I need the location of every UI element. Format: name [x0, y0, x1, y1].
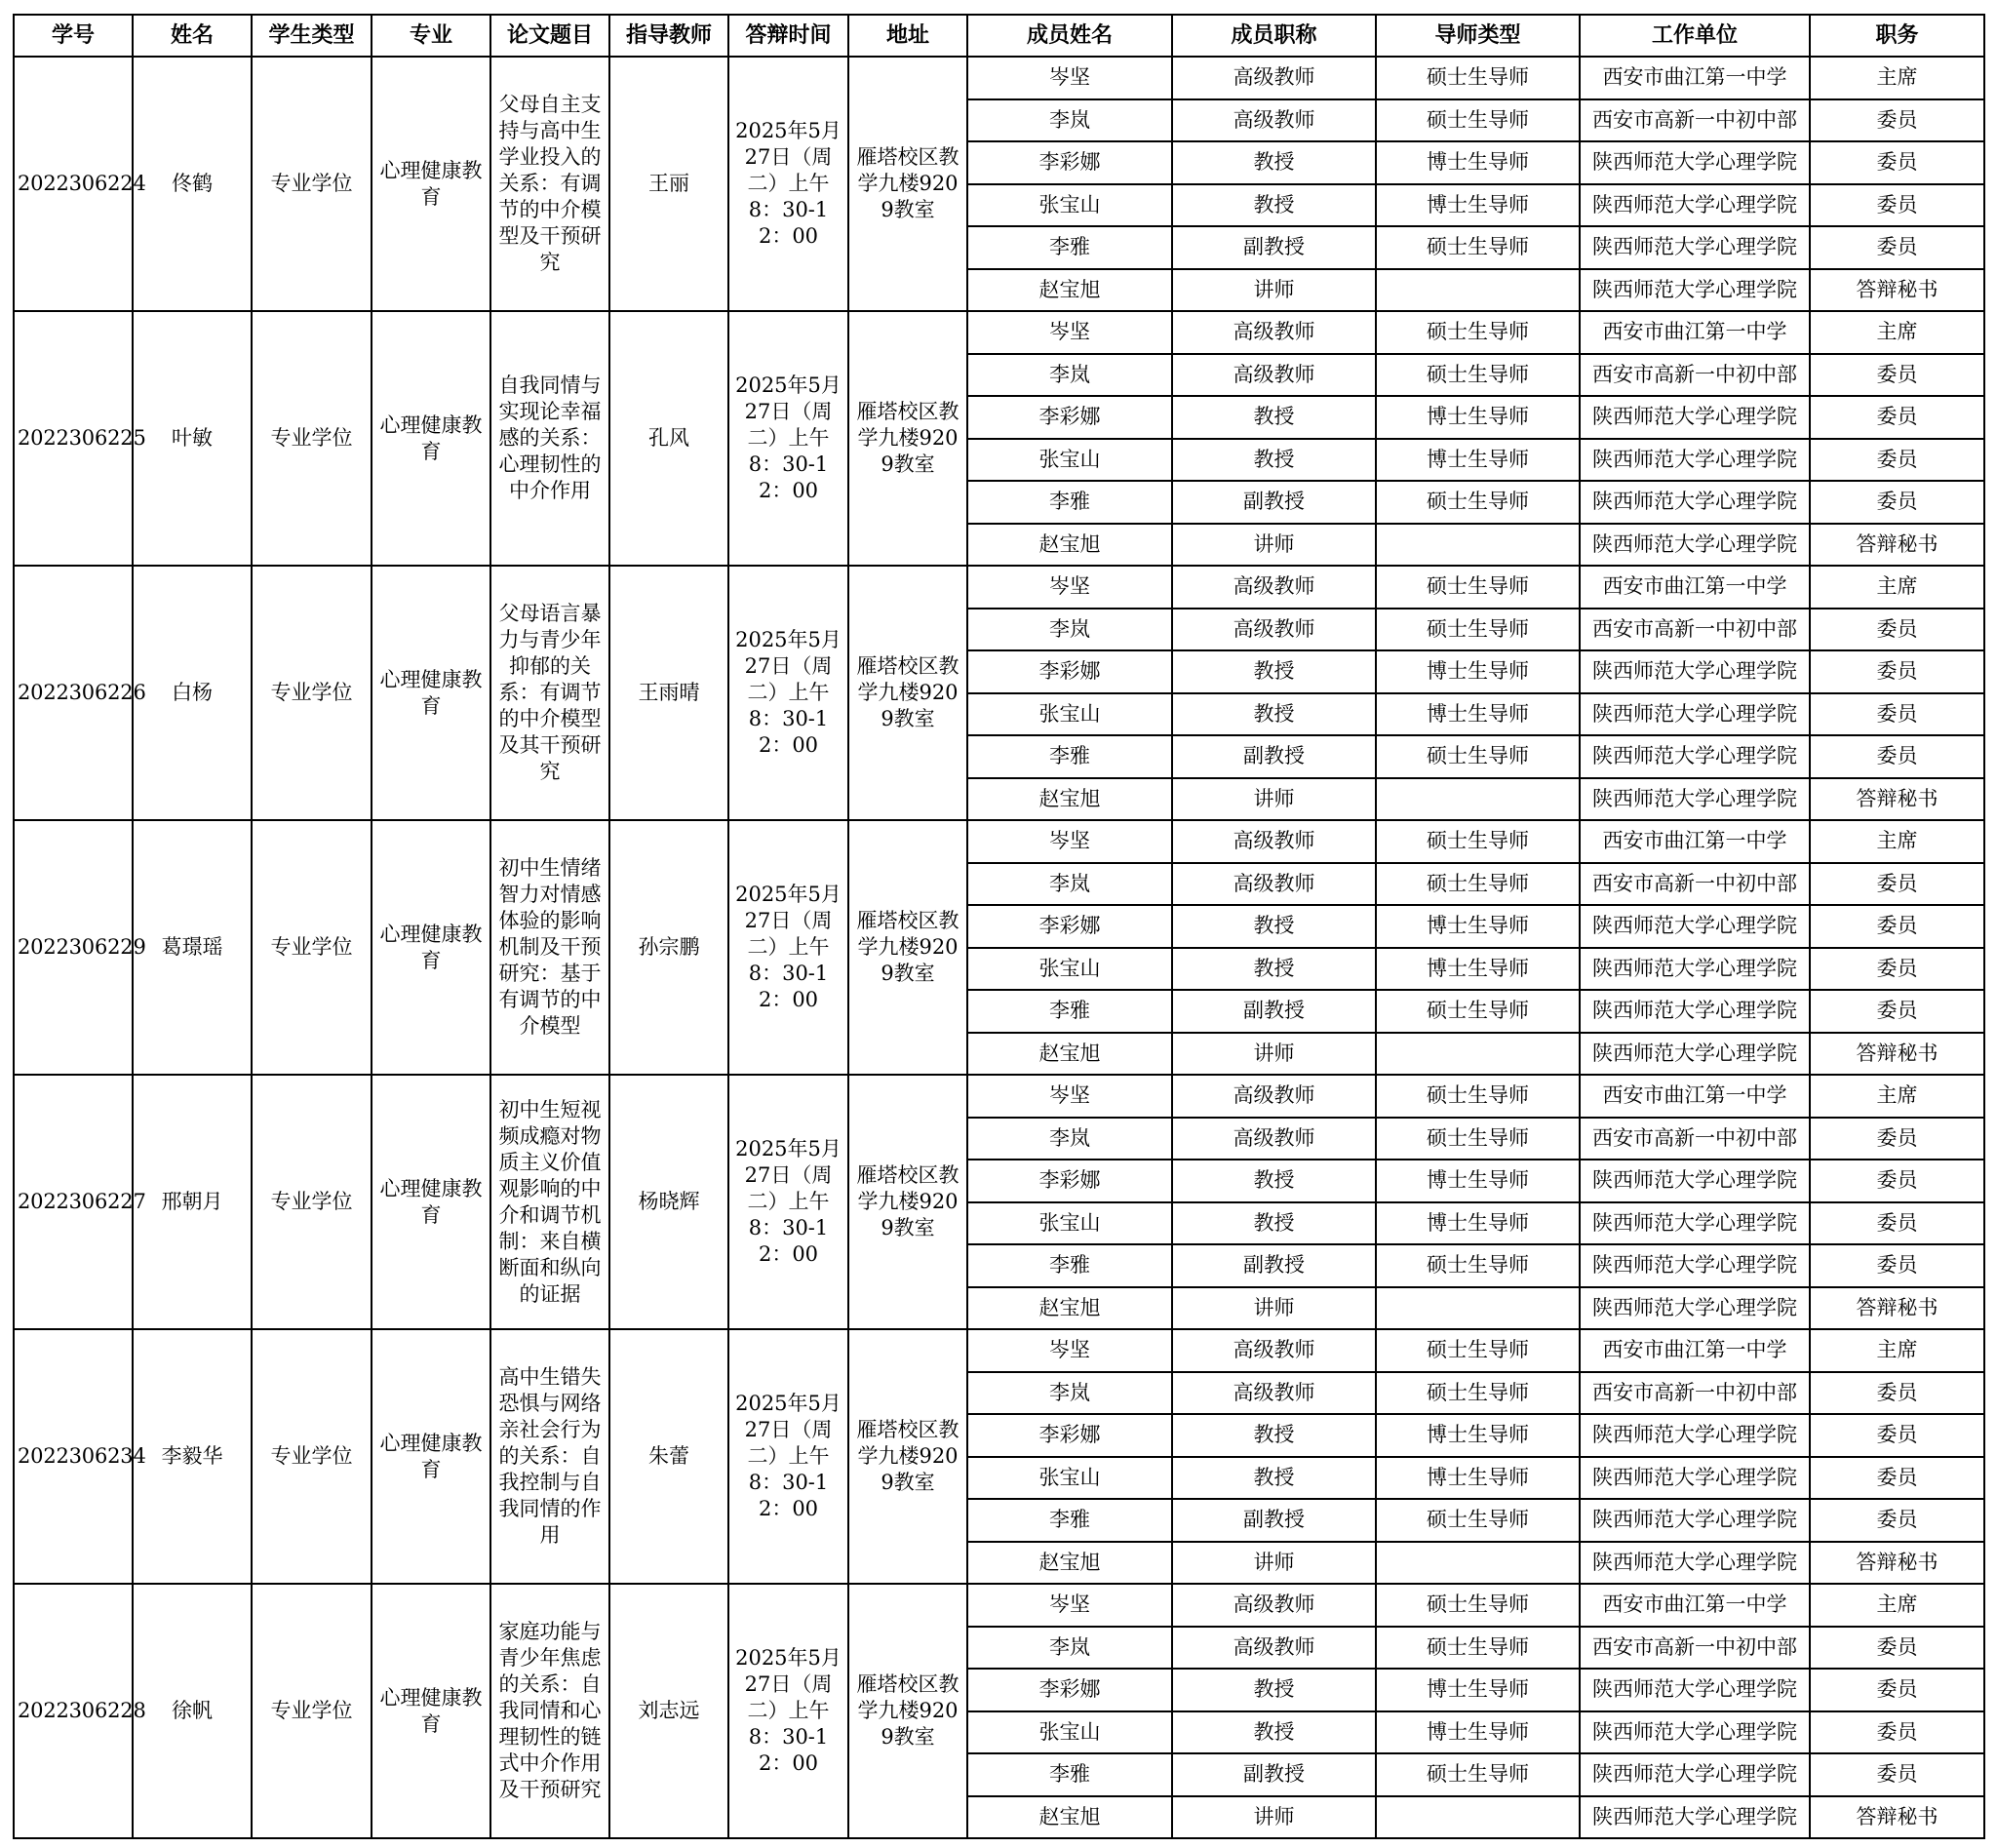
work-unit-cell: 西安市高新一中初中部 — [1580, 99, 1810, 142]
work-unit-cell: 陕西师范大学心理学院 — [1580, 226, 1810, 269]
member-name-cell: 李彩娜 — [967, 905, 1172, 948]
mentor-type-cell: 硕士生导师 — [1376, 354, 1580, 397]
student-id-cell: 2022306224 — [14, 57, 133, 311]
member-name-cell: 岑坚 — [967, 1584, 1172, 1627]
header-mentor-type: 导师类型 — [1376, 15, 1580, 57]
member-name-cell: 李彩娜 — [967, 1669, 1172, 1711]
mentor-type-cell: 硕士生导师 — [1376, 1627, 1580, 1670]
member-title-cell: 教授 — [1172, 650, 1376, 693]
header-row — [14, 15, 1984, 57]
student-name-cell: 徐帆 — [133, 1584, 252, 1838]
mentor-type-cell: 硕士生导师 — [1376, 481, 1580, 524]
work-unit-cell: 陕西师范大学心理学院 — [1580, 990, 1810, 1033]
student-id-cell: 2022306225 — [14, 311, 133, 566]
mentor-type-cell — [1376, 1796, 1580, 1839]
member-title-cell: 高级教师 — [1172, 863, 1376, 906]
member-title-cell: 高级教师 — [1172, 1075, 1376, 1118]
member-name-cell: 李岚 — [967, 1372, 1172, 1415]
work-unit-cell: 陕西师范大学心理学院 — [1580, 1244, 1810, 1287]
work-unit-cell: 陕西师范大学心理学院 — [1580, 1542, 1810, 1585]
mentor-type-cell: 博士生导师 — [1376, 396, 1580, 439]
role-cell: 委员 — [1810, 1244, 1984, 1287]
work-unit-cell: 陕西师范大学心理学院 — [1580, 1669, 1810, 1711]
work-unit-cell: 西安市高新一中初中部 — [1580, 1118, 1810, 1160]
work-unit-cell: 西安市曲江第一中学 — [1580, 1329, 1810, 1372]
mentor-type-cell: 硕士生导师 — [1376, 820, 1580, 863]
work-unit-cell: 陕西师范大学心理学院 — [1580, 396, 1810, 439]
member-name-cell: 李岚 — [967, 863, 1172, 906]
role-cell: 主席 — [1810, 566, 1984, 609]
member-name-cell: 张宝山 — [967, 439, 1172, 482]
member-name-cell: 岑坚 — [967, 57, 1172, 99]
member-name-cell: 张宝山 — [967, 1457, 1172, 1500]
student-name-cell: 李毅华 — [133, 1329, 252, 1584]
advisor-cell: 朱蕾 — [609, 1329, 728, 1584]
student-type-cell: 专业学位 — [252, 1584, 372, 1838]
member-title-cell: 讲师 — [1172, 1287, 1376, 1330]
role-cell: 答辩秘书 — [1810, 524, 1984, 567]
student-type-cell: 专业学位 — [252, 566, 372, 820]
member-title-cell: 讲师 — [1172, 269, 1376, 312]
header-role: 职务 — [1810, 15, 1984, 57]
mentor-type-cell: 硕士生导师 — [1376, 566, 1580, 609]
member-name-cell: 赵宝旭 — [967, 269, 1172, 312]
member-name-cell: 赵宝旭 — [967, 1033, 1172, 1076]
student-name-cell: 葛璟瑶 — [133, 820, 252, 1075]
member-title-cell: 教授 — [1172, 1202, 1376, 1245]
member-name-cell: 李雅 — [967, 990, 1172, 1033]
table-row — [14, 57, 1984, 99]
student-name-cell: 邢朝月 — [133, 1075, 252, 1329]
work-unit-cell: 陕西师范大学心理学院 — [1580, 141, 1810, 184]
role-cell: 委员 — [1810, 1160, 1984, 1202]
work-unit-cell: 陕西师范大学心理学院 — [1580, 439, 1810, 482]
mentor-type-cell: 硕士生导师 — [1376, 57, 1580, 99]
major-cell: 心理健康教育 — [372, 1075, 490, 1329]
member-name-cell: 李彩娜 — [967, 1160, 1172, 1202]
member-title-cell: 副教授 — [1172, 1753, 1376, 1796]
role-cell: 主席 — [1810, 1329, 1984, 1372]
major-cell: 心理健康教育 — [372, 1584, 490, 1838]
mentor-type-cell: 博士生导师 — [1376, 439, 1580, 482]
member-title-cell: 教授 — [1172, 905, 1376, 948]
table-row — [14, 1584, 1984, 1627]
role-cell: 答辩秘书 — [1810, 269, 1984, 312]
member-name-cell: 赵宝旭 — [967, 524, 1172, 567]
work-unit-cell: 陕西师范大学心理学院 — [1580, 1499, 1810, 1542]
role-cell: 委员 — [1810, 396, 1984, 439]
location-cell: 雁塔校区教学九楼9209教室 — [848, 1329, 967, 1584]
work-unit-cell: 陕西师范大学心理学院 — [1580, 1414, 1810, 1457]
member-title-cell: 讲师 — [1172, 524, 1376, 567]
mentor-type-cell: 硕士生导师 — [1376, 311, 1580, 354]
work-unit-cell: 陕西师范大学心理学院 — [1580, 524, 1810, 567]
advisor-cell: 孔风 — [609, 311, 728, 566]
work-unit-cell: 陕西师范大学心理学院 — [1580, 1796, 1810, 1839]
work-unit-cell: 陕西师范大学心理学院 — [1580, 481, 1810, 524]
advisor-cell: 王雨晴 — [609, 566, 728, 820]
role-cell: 委员 — [1810, 481, 1984, 524]
member-title-cell: 教授 — [1172, 141, 1376, 184]
mentor-type-cell: 博士生导师 — [1376, 905, 1580, 948]
student-id-cell: 2022306228 — [14, 1584, 133, 1838]
member-name-cell: 李彩娜 — [967, 396, 1172, 439]
header-major: 专业 — [372, 15, 490, 57]
mentor-type-cell — [1376, 1033, 1580, 1076]
header-defense-time: 答辩时间 — [728, 15, 848, 57]
mentor-type-cell: 博士生导师 — [1376, 693, 1580, 736]
work-unit-cell: 陕西师范大学心理学院 — [1580, 184, 1810, 227]
student-name-cell: 佟鹤 — [133, 57, 252, 311]
member-name-cell: 李岚 — [967, 99, 1172, 142]
work-unit-cell: 陕西师范大学心理学院 — [1580, 948, 1810, 991]
member-name-cell: 岑坚 — [967, 1075, 1172, 1118]
defense-time-cell: 2025年5月27日（周二）上午8：30-12：00 — [728, 57, 848, 311]
major-cell: 心理健康教育 — [372, 820, 490, 1075]
thesis-title-cell: 初中生短视频成瘾对物质主义价值观影响的中介和调节机制：来自横断面和纵向的证据 — [490, 1075, 609, 1329]
mentor-type-cell: 硕士生导师 — [1376, 1499, 1580, 1542]
role-cell: 委员 — [1810, 1669, 1984, 1711]
member-name-cell: 李岚 — [967, 1627, 1172, 1670]
header-advisor: 指导教师 — [609, 15, 728, 57]
member-name-cell: 张宝山 — [967, 693, 1172, 736]
member-name-cell: 李雅 — [967, 1244, 1172, 1287]
table-row — [14, 1075, 1984, 1118]
role-cell: 委员 — [1810, 99, 1984, 142]
role-cell: 委员 — [1810, 990, 1984, 1033]
header-thesis-title: 论文题目 — [490, 15, 609, 57]
member-title-cell: 副教授 — [1172, 226, 1376, 269]
work-unit-cell: 陕西师范大学心理学院 — [1580, 1287, 1810, 1330]
role-cell: 委员 — [1810, 609, 1984, 651]
thesis-title-cell: 父母语言暴力与青少年抑郁的关系：有调节的中介模型及其干预研究 — [490, 566, 609, 820]
member-name-cell: 李雅 — [967, 481, 1172, 524]
advisor-cell: 刘志远 — [609, 1584, 728, 1838]
member-name-cell: 张宝山 — [967, 948, 1172, 991]
work-unit-cell: 陕西师范大学心理学院 — [1580, 1457, 1810, 1500]
mentor-type-cell: 硕士生导师 — [1376, 609, 1580, 651]
role-cell: 委员 — [1810, 650, 1984, 693]
work-unit-cell: 西安市曲江第一中学 — [1580, 566, 1810, 609]
table-row — [14, 1329, 1984, 1372]
member-name-cell: 李彩娜 — [967, 141, 1172, 184]
member-name-cell: 岑坚 — [967, 566, 1172, 609]
member-title-cell: 讲师 — [1172, 1796, 1376, 1839]
member-name-cell: 张宝山 — [967, 184, 1172, 227]
role-cell: 答辩秘书 — [1810, 1033, 1984, 1076]
role-cell: 委员 — [1810, 863, 1984, 906]
work-unit-cell: 陕西师范大学心理学院 — [1580, 1711, 1810, 1754]
member-title-cell: 高级教师 — [1172, 820, 1376, 863]
header-student-type: 学生类型 — [252, 15, 372, 57]
mentor-type-cell: 博士生导师 — [1376, 1669, 1580, 1711]
mentor-type-cell: 硕士生导师 — [1376, 735, 1580, 778]
student-id-cell: 2022306234 — [14, 1329, 133, 1584]
mentor-type-cell: 博士生导师 — [1376, 1160, 1580, 1202]
location-cell: 雁塔校区教学九楼9209教室 — [848, 820, 967, 1075]
work-unit-cell: 西安市高新一中初中部 — [1580, 1627, 1810, 1670]
role-cell: 委员 — [1810, 948, 1984, 991]
student-name-cell: 叶敏 — [133, 311, 252, 566]
defense-time-cell: 2025年5月27日（周二）上午8：30-12：00 — [728, 311, 848, 566]
work-unit-cell: 陕西师范大学心理学院 — [1580, 1160, 1810, 1202]
header-student-name: 姓名 — [133, 15, 252, 57]
role-cell: 委员 — [1810, 1711, 1984, 1754]
work-unit-cell: 西安市曲江第一中学 — [1580, 1075, 1810, 1118]
role-cell: 委员 — [1810, 1457, 1984, 1500]
member-title-cell: 高级教师 — [1172, 99, 1376, 142]
member-name-cell: 李岚 — [967, 609, 1172, 651]
advisor-cell: 杨晓辉 — [609, 1075, 728, 1329]
member-name-cell: 李雅 — [967, 735, 1172, 778]
mentor-type-cell: 博士生导师 — [1376, 184, 1580, 227]
mentor-type-cell: 硕士生导师 — [1376, 226, 1580, 269]
member-title-cell: 教授 — [1172, 1711, 1376, 1754]
mentor-type-cell: 博士生导师 — [1376, 948, 1580, 991]
member-title-cell: 副教授 — [1172, 1244, 1376, 1287]
work-unit-cell: 西安市曲江第一中学 — [1580, 820, 1810, 863]
major-cell: 心理健康教育 — [372, 566, 490, 820]
student-type-cell: 专业学位 — [252, 311, 372, 566]
role-cell: 委员 — [1810, 1753, 1984, 1796]
work-unit-cell: 陕西师范大学心理学院 — [1580, 1033, 1810, 1076]
header-member-name: 成员姓名 — [967, 15, 1172, 57]
role-cell: 委员 — [1810, 905, 1984, 948]
role-cell: 主席 — [1810, 820, 1984, 863]
work-unit-cell: 陕西师范大学心理学院 — [1580, 1753, 1810, 1796]
student-id-cell: 2022306227 — [14, 1075, 133, 1329]
member-name-cell: 李彩娜 — [967, 650, 1172, 693]
member-title-cell: 教授 — [1172, 396, 1376, 439]
role-cell: 答辩秘书 — [1810, 1542, 1984, 1585]
member-name-cell: 赵宝旭 — [967, 1287, 1172, 1330]
member-name-cell: 赵宝旭 — [967, 1796, 1172, 1839]
member-name-cell: 岑坚 — [967, 820, 1172, 863]
table-row — [14, 566, 1984, 609]
member-name-cell: 岑坚 — [967, 1329, 1172, 1372]
member-title-cell: 教授 — [1172, 693, 1376, 736]
location-cell: 雁塔校区教学九楼9209教室 — [848, 311, 967, 566]
work-unit-cell: 西安市曲江第一中学 — [1580, 1584, 1810, 1627]
student-type-cell: 专业学位 — [252, 1075, 372, 1329]
defense-time-cell: 2025年5月27日（周二）上午8：30-12：00 — [728, 566, 848, 820]
member-name-cell: 李彩娜 — [967, 1414, 1172, 1457]
member-title-cell: 教授 — [1172, 1414, 1376, 1457]
mentor-type-cell: 硕士生导师 — [1376, 1372, 1580, 1415]
mentor-type-cell — [1376, 778, 1580, 821]
member-name-cell: 赵宝旭 — [967, 778, 1172, 821]
member-name-cell: 岑坚 — [967, 311, 1172, 354]
member-title-cell: 高级教师 — [1172, 311, 1376, 354]
work-unit-cell: 陕西师范大学心理学院 — [1580, 735, 1810, 778]
header-student-id: 学号 — [14, 15, 133, 57]
role-cell: 委员 — [1810, 439, 1984, 482]
location-cell: 雁塔校区教学九楼9209教室 — [848, 1075, 967, 1329]
work-unit-cell: 西安市高新一中初中部 — [1580, 609, 1810, 651]
role-cell: 委员 — [1810, 1372, 1984, 1415]
header-location: 地址 — [848, 15, 967, 57]
member-title-cell: 讲师 — [1172, 1542, 1376, 1585]
member-title-cell: 副教授 — [1172, 481, 1376, 524]
work-unit-cell: 西安市曲江第一中学 — [1580, 311, 1810, 354]
major-cell: 心理健康教育 — [372, 1329, 490, 1584]
member-name-cell: 李雅 — [967, 1753, 1172, 1796]
member-name-cell: 张宝山 — [967, 1202, 1172, 1245]
role-cell: 答辩秘书 — [1810, 1796, 1984, 1839]
student-type-cell: 专业学位 — [252, 1329, 372, 1584]
mentor-type-cell: 博士生导师 — [1376, 141, 1580, 184]
work-unit-cell: 西安市曲江第一中学 — [1580, 57, 1810, 99]
work-unit-cell: 西安市高新一中初中部 — [1580, 1372, 1810, 1415]
member-title-cell: 教授 — [1172, 184, 1376, 227]
member-name-cell: 张宝山 — [967, 1711, 1172, 1754]
mentor-type-cell: 硕士生导师 — [1376, 1584, 1580, 1627]
location-cell: 雁塔校区教学九楼9209教室 — [848, 566, 967, 820]
defense-time-cell: 2025年5月27日（周二）上午8：30-12：00 — [728, 1329, 848, 1584]
major-cell: 心理健康教育 — [372, 311, 490, 566]
mentor-type-cell: 硕士生导师 — [1376, 1075, 1580, 1118]
role-cell: 委员 — [1810, 354, 1984, 397]
role-cell: 委员 — [1810, 1118, 1984, 1160]
thesis-title-cell: 父母自主支持与高中生学业投入的关系：有调节的中介模型及干预研究 — [490, 57, 609, 311]
work-unit-cell: 陕西师范大学心理学院 — [1580, 1202, 1810, 1245]
member-title-cell: 教授 — [1172, 1669, 1376, 1711]
work-unit-cell: 陕西师范大学心理学院 — [1580, 693, 1810, 736]
student-name-cell: 白杨 — [133, 566, 252, 820]
defense-time-cell: 2025年5月27日（周二）上午8：30-12：00 — [728, 1584, 848, 1838]
member-name-cell: 李雅 — [967, 1499, 1172, 1542]
member-title-cell: 讲师 — [1172, 778, 1376, 821]
mentor-type-cell: 硕士生导师 — [1376, 1329, 1580, 1372]
mentor-type-cell — [1376, 524, 1580, 567]
student-id-cell: 2022306226 — [14, 566, 133, 820]
mentor-type-cell — [1376, 1287, 1580, 1330]
member-title-cell: 高级教师 — [1172, 1329, 1376, 1372]
work-unit-cell: 陕西师范大学心理学院 — [1580, 778, 1810, 821]
mentor-type-cell: 博士生导师 — [1376, 1202, 1580, 1245]
defense-time-cell: 2025年5月27日（周二）上午8：30-12：00 — [728, 1075, 848, 1329]
member-title-cell: 高级教师 — [1172, 609, 1376, 651]
mentor-type-cell — [1376, 1542, 1580, 1585]
role-cell: 主席 — [1810, 57, 1984, 99]
member-title-cell: 高级教师 — [1172, 1372, 1376, 1415]
member-name-cell: 李岚 — [967, 354, 1172, 397]
location-cell: 雁塔校区教学九楼9209教室 — [848, 57, 967, 311]
member-title-cell: 副教授 — [1172, 735, 1376, 778]
mentor-type-cell: 硕士生导师 — [1376, 1753, 1580, 1796]
mentor-type-cell: 博士生导师 — [1376, 650, 1580, 693]
role-cell: 委员 — [1810, 693, 1984, 736]
role-cell: 答辩秘书 — [1810, 778, 1984, 821]
work-unit-cell: 陕西师范大学心理学院 — [1580, 905, 1810, 948]
member-title-cell: 高级教师 — [1172, 1627, 1376, 1670]
role-cell: 委员 — [1810, 184, 1984, 227]
student-type-cell: 专业学位 — [252, 57, 372, 311]
mentor-type-cell: 硕士生导师 — [1376, 990, 1580, 1033]
role-cell: 委员 — [1810, 1627, 1984, 1670]
member-title-cell: 副教授 — [1172, 990, 1376, 1033]
role-cell: 委员 — [1810, 735, 1984, 778]
student-id-cell: 2022306229 — [14, 820, 133, 1075]
member-title-cell: 副教授 — [1172, 1499, 1376, 1542]
role-cell: 委员 — [1810, 1499, 1984, 1542]
role-cell: 主席 — [1810, 1584, 1984, 1627]
member-title-cell: 高级教师 — [1172, 566, 1376, 609]
major-cell: 心理健康教育 — [372, 57, 490, 311]
member-name-cell: 李岚 — [967, 1118, 1172, 1160]
member-title-cell: 高级教师 — [1172, 1584, 1376, 1627]
mentor-type-cell: 硕士生导师 — [1376, 99, 1580, 142]
role-cell: 答辩秘书 — [1810, 1287, 1984, 1330]
role-cell: 主席 — [1810, 311, 1984, 354]
member-title-cell: 教授 — [1172, 439, 1376, 482]
mentor-type-cell: 博士生导师 — [1376, 1414, 1580, 1457]
mentor-type-cell: 博士生导师 — [1376, 1457, 1580, 1500]
header-work-unit: 工作单位 — [1580, 15, 1810, 57]
role-cell: 委员 — [1810, 1202, 1984, 1245]
mentor-type-cell: 硕士生导师 — [1376, 1118, 1580, 1160]
table-row — [14, 311, 1984, 354]
member-title-cell: 高级教师 — [1172, 1118, 1376, 1160]
mentor-type-cell — [1376, 269, 1580, 312]
member-name-cell: 李雅 — [967, 226, 1172, 269]
member-title-cell: 高级教师 — [1172, 57, 1376, 99]
thesis-title-cell: 自我同情与实现论幸福感的关系：心理韧性的中介作用 — [490, 311, 609, 566]
defense-schedule-table — [13, 14, 1985, 1839]
thesis-title-cell: 初中生情绪智力对情感体验的影响机制及干预研究：基于有调节的中介模型 — [490, 820, 609, 1075]
advisor-cell: 王丽 — [609, 57, 728, 311]
mentor-type-cell: 博士生导师 — [1376, 1711, 1580, 1754]
location-cell: 雁塔校区教学九楼9209教室 — [848, 1584, 967, 1838]
mentor-type-cell: 硕士生导师 — [1376, 863, 1580, 906]
role-cell: 委员 — [1810, 226, 1984, 269]
role-cell: 委员 — [1810, 141, 1984, 184]
role-cell: 委员 — [1810, 1414, 1984, 1457]
member-title-cell: 讲师 — [1172, 1033, 1376, 1076]
defense-time-cell: 2025年5月27日（周二）上午8：30-12：00 — [728, 820, 848, 1075]
work-unit-cell: 陕西师范大学心理学院 — [1580, 269, 1810, 312]
header-member-title: 成员职称 — [1172, 15, 1376, 57]
role-cell: 主席 — [1810, 1075, 1984, 1118]
work-unit-cell: 陕西师范大学心理学院 — [1580, 650, 1810, 693]
member-title-cell: 教授 — [1172, 1457, 1376, 1500]
member-title-cell: 教授 — [1172, 1160, 1376, 1202]
member-title-cell: 教授 — [1172, 948, 1376, 991]
member-title-cell: 高级教师 — [1172, 354, 1376, 397]
work-unit-cell: 西安市高新一中初中部 — [1580, 863, 1810, 906]
advisor-cell: 孙宗鹏 — [609, 820, 728, 1075]
thesis-title-cell: 高中生错失恐惧与网络亲社会行为的关系：自我控制与自我同情的作用 — [490, 1329, 609, 1584]
student-type-cell: 专业学位 — [252, 820, 372, 1075]
thesis-title-cell: 家庭功能与青少年焦虑的关系：自我同情和心理韧性的链式中介作用及干预研究 — [490, 1584, 609, 1838]
work-unit-cell: 西安市高新一中初中部 — [1580, 354, 1810, 397]
mentor-type-cell: 硕士生导师 — [1376, 1244, 1580, 1287]
member-name-cell: 赵宝旭 — [967, 1542, 1172, 1585]
table-row — [14, 820, 1984, 863]
